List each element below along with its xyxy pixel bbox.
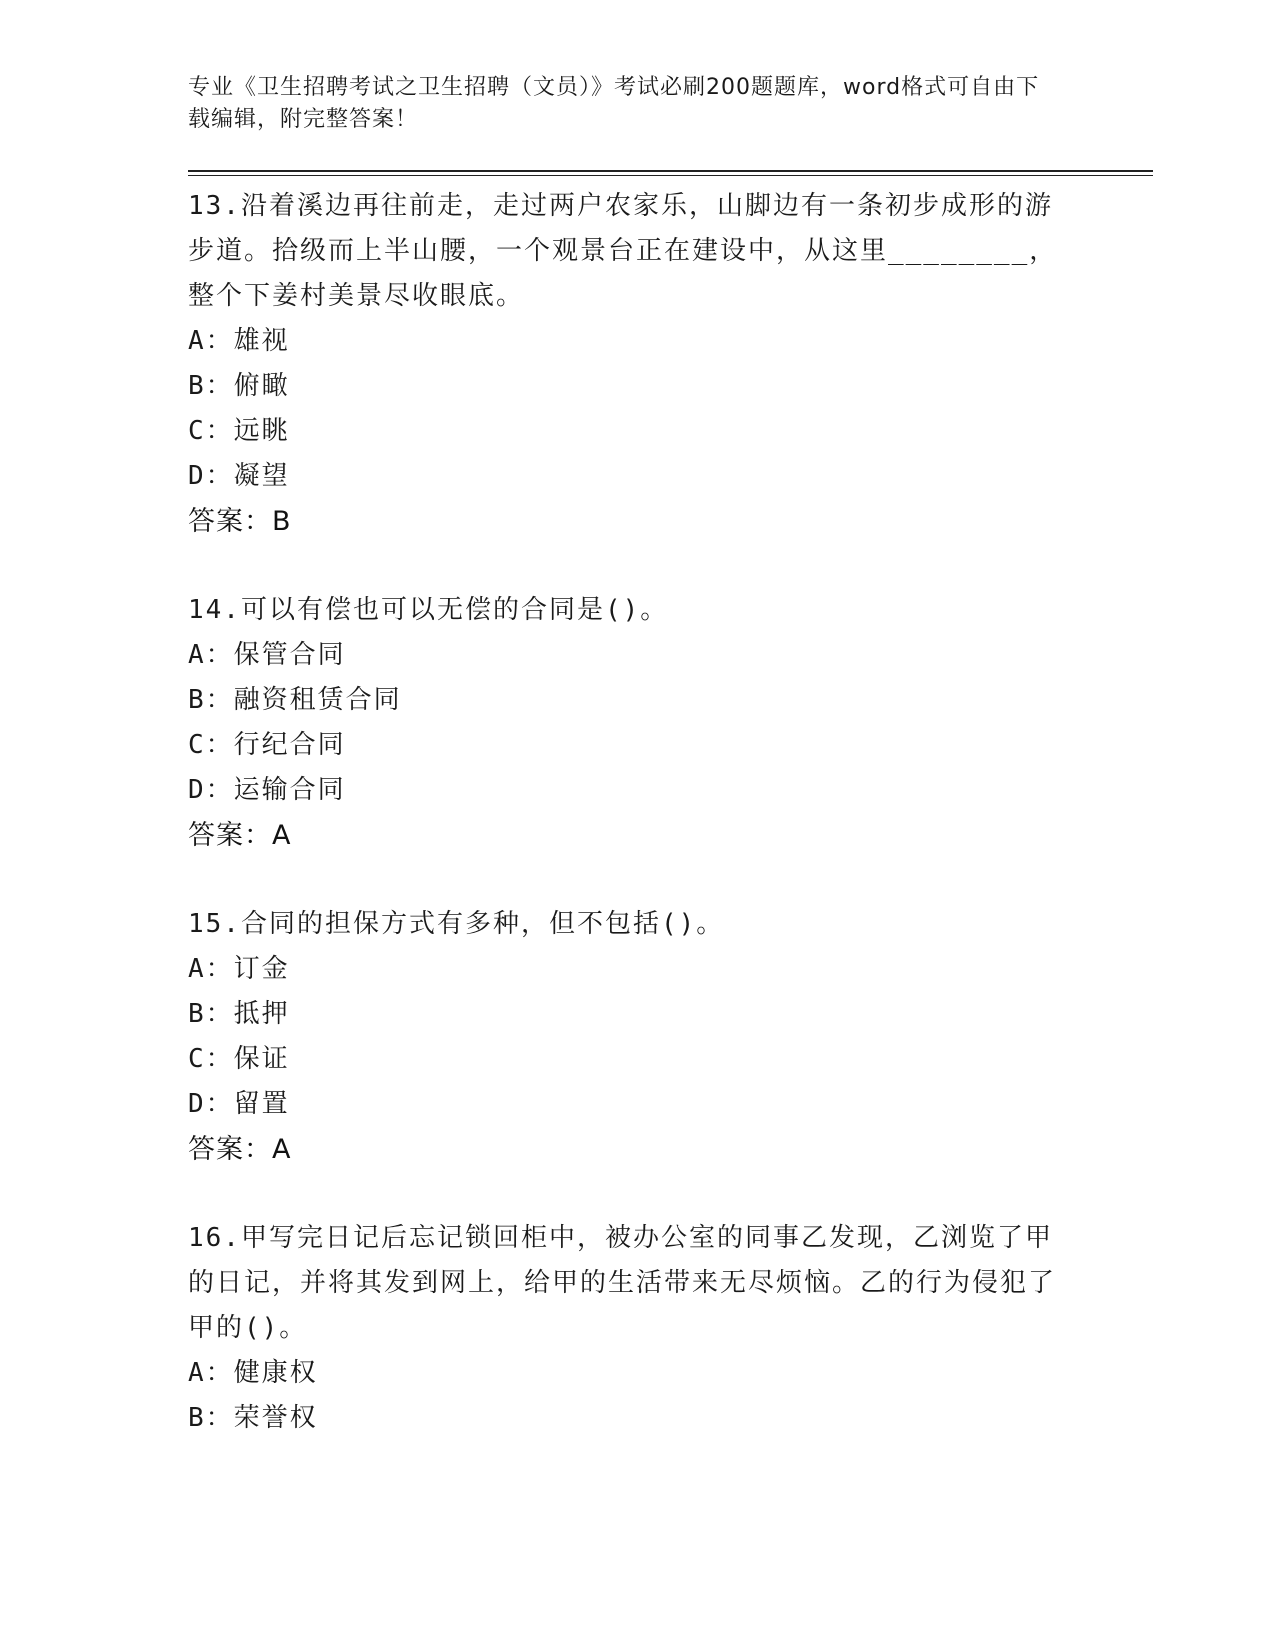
option-a: A：保管合同: [188, 640, 346, 670]
option-a: A：订金: [188, 954, 290, 984]
answer: 答案：A: [188, 820, 292, 851]
question-text: 16.甲写完日记后忘记锁回柜中，被办公室的同事乙发现，乙浏览了甲的日记，并将其发到网上，给甲的生活带来无尽烦恼。乙的行为侵犯了甲的()。: [188, 1223, 1057, 1343]
question-text: 15.合同的担保方式有多种，但不包括()。: [188, 909, 725, 939]
option-d: D：留置: [188, 1089, 290, 1119]
option-d: D：凝望: [188, 461, 290, 491]
document-page: [188, 72, 1148, 1441]
option-d: D：运输合同: [188, 775, 346, 805]
option-b: B：抵押: [188, 999, 290, 1029]
option-c: C：保证: [188, 1044, 290, 1074]
spacer: [188, 544, 1148, 588]
spacer: [188, 1172, 1148, 1216]
option-a: A：雄视: [188, 326, 290, 356]
question-16: [188, 1216, 1148, 1441]
question-text: 13.沿着溪边再往前走，走过两户农家乐，山脚边有一条初步成形的游步道。拾级而上半山腰，一个观景台正在建设中，从这里________，整个下姜村美景尽收眼底。: [188, 191, 1058, 311]
option-b: B：俯瞰: [188, 371, 290, 401]
header-divider: [188, 170, 1153, 176]
spacer: [188, 858, 1148, 902]
question-14: [188, 588, 1148, 858]
question-15: [188, 902, 1148, 1172]
option-b: B：融资租赁合同: [188, 685, 402, 715]
option-c: C：远眺: [188, 416, 290, 446]
question-13: [188, 184, 1148, 544]
document-header: 专业《卫生招聘考试之卫生招聘（文员）》考试必刷200题题库，word格式可自由下载编辑，附完整答案！: [188, 75, 1040, 132]
option-a: A：健康权: [188, 1358, 318, 1388]
option-c: C：行纪合同: [188, 730, 346, 760]
option-b: B：荣誉权: [188, 1403, 318, 1433]
answer: 答案：A: [188, 1134, 292, 1165]
question-text: 14.可以有偿也可以无偿的合同是()。: [188, 595, 669, 625]
answer: 答案：B: [188, 506, 292, 537]
